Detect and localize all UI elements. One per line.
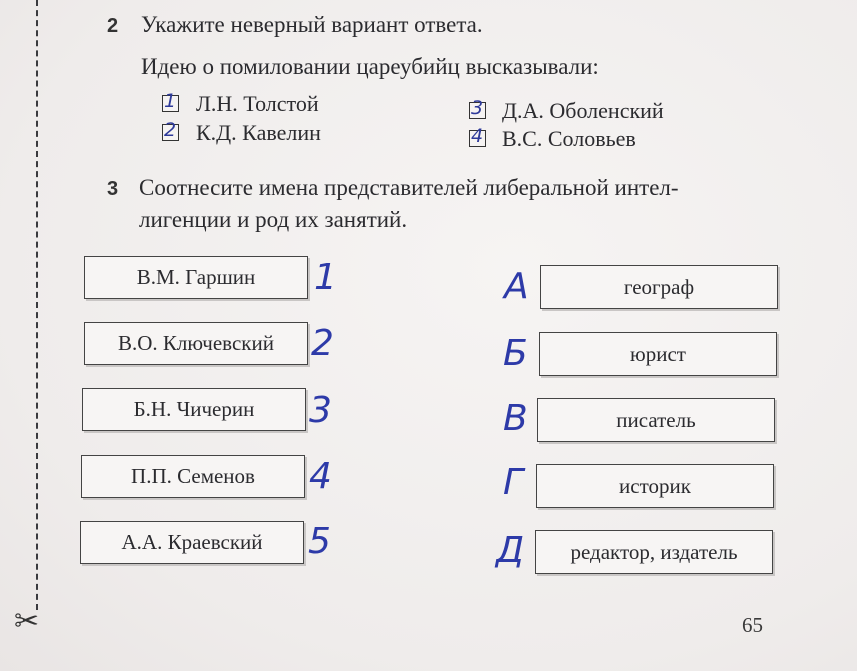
occupation-box-v: писатель (537, 398, 775, 442)
name-box-3: Б.Н. Чичерин (82, 388, 306, 431)
occupation-box-d: редактор, издатель (535, 530, 773, 574)
option-3-checkbox[interactable] (469, 97, 486, 119)
page-number: 65 (742, 613, 763, 637)
option-1-label: Л.Н. Толстой (196, 91, 319, 116)
option-4-checkbox[interactable] (469, 125, 486, 147)
occupation-box-b: юрист (539, 332, 777, 376)
name-box-4: П.П. Семенов (81, 455, 305, 498)
name-box-2: В.О. Ключевский (84, 322, 308, 365)
option-2-mark: 2 (164, 119, 177, 141)
handwritten-number-5: 5 (308, 521, 331, 562)
option-1-checkbox[interactable] (162, 90, 179, 112)
handwritten-letter-g: Г (503, 462, 524, 503)
handwritten-letter-v: В (503, 398, 528, 439)
option-4-label: В.С. Соловьев (502, 126, 636, 151)
question-2-number: 2 (107, 15, 119, 37)
question-3-prompt-line1: Соотнесите имена представителей либеральной интел- (139, 175, 679, 200)
question-3-prompt-line2: лигенции и род их занятий. (139, 207, 408, 232)
question-3-number: 3 (107, 178, 119, 200)
question-2-statement: Идею о помиловании цареубийц высказывали: (141, 54, 599, 79)
occupation-box-g: историк (536, 464, 774, 508)
question-2-prompt: Укажите неверный вариант ответа. (141, 12, 483, 37)
option-2-checkbox[interactable] (162, 119, 179, 141)
occupation-box-a: географ (540, 265, 778, 309)
name-box-5: А.А. Краевский (80, 521, 304, 564)
scissors-icon: ✂ (14, 604, 40, 639)
cut-line (36, 0, 38, 610)
name-box-1: В.М. Гаршин (84, 256, 308, 299)
handwritten-number-1: 1 (314, 257, 337, 298)
option-3-label: Д.А. Оболенский (502, 98, 664, 123)
handwritten-number-2: 2 (311, 323, 334, 364)
option-3-mark: 3 (471, 97, 484, 119)
handwritten-letter-d: Д (496, 530, 525, 571)
handwritten-number-3: 3 (309, 390, 332, 431)
handwritten-letter-b: Б (503, 333, 528, 374)
handwritten-number-4: 4 (309, 456, 332, 497)
option-2-label: К.Д. Кавелин (196, 120, 321, 145)
handwritten-letter-a: А (504, 266, 529, 307)
option-4-mark: 4 (471, 125, 484, 147)
option-1-mark: 1 (164, 90, 177, 112)
